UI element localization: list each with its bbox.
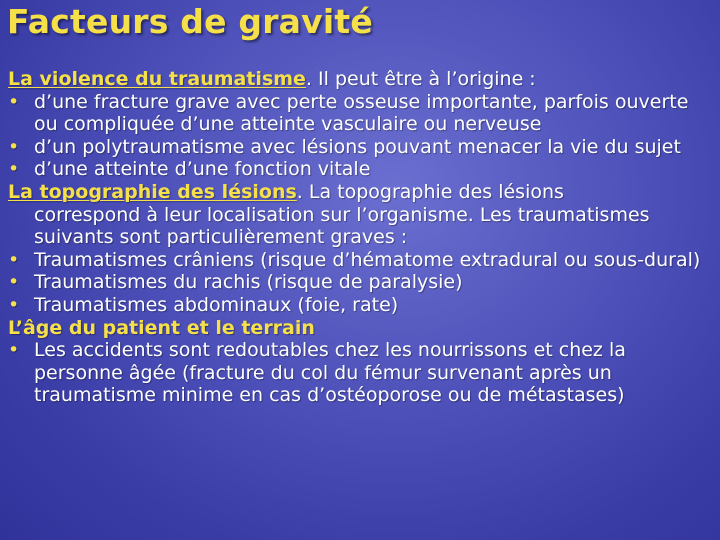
section-heading-age: L’âge du patient et le terrain [8,316,315,339]
list-item [8,91,716,136]
bullet-text: Les accidents sont redoutables chez les nourrissons et chez la personne âgée (fracture du col du fémur survenant après un traumatisme minime en cas d’ostéoporose ou de métastases) [34,339,626,407]
section-heading-violence: La violence du traumatisme [8,68,306,90]
section-heading-topographie: La topographie des lésions [8,180,297,203]
bullet-text: Traumatismes du rachis (risque de paralysie) [34,271,463,294]
bullet-icon: • [8,271,20,294]
bullet-text: Traumatismes crâniens (risque d’hématome extradural ou sous-dural) [34,248,701,271]
bullet-icon: • [8,248,20,271]
section-intro-topographie: . La topographie des lésions [296,180,564,203]
slide-body [8,68,716,407]
list-item [8,136,716,159]
list-item [8,158,716,181]
section-age [8,317,716,340]
bullet-icon: • [8,293,20,316]
bullet-text: d’une fracture grave avec perte osseuse importante, parfois ouverte ou compliquée d’une atteinte vasculaire ou nerveuse [34,90,689,136]
section-topographie [8,181,716,249]
bullet-text: d’une atteinte d’une fonction vitale [34,158,371,181]
bullet-icon: • [8,135,20,158]
section-intro-topographie-cont: correspond à leur localisation sur l’organisme. Les traumatismes suivants sont particulièrement graves : [34,203,650,249]
bullet-text: Traumatismes abdominaux (foie, rate) [34,293,399,316]
list-item [8,271,716,294]
section-intro-violence: . Il peut être à l’origine : [305,68,536,90]
list-item [8,249,716,272]
list-item [8,294,716,317]
section-violence [8,68,716,91]
bullet-text: d’un polytraumatisme avec lésions pouvant menacer la vie du sujet [34,135,681,158]
bullet-icon: • [8,339,20,362]
bullet-icon: • [8,158,20,181]
list-item [8,339,716,407]
bullet-icon: • [8,90,20,113]
slide-title: Facteurs de gravité [7,2,373,41]
